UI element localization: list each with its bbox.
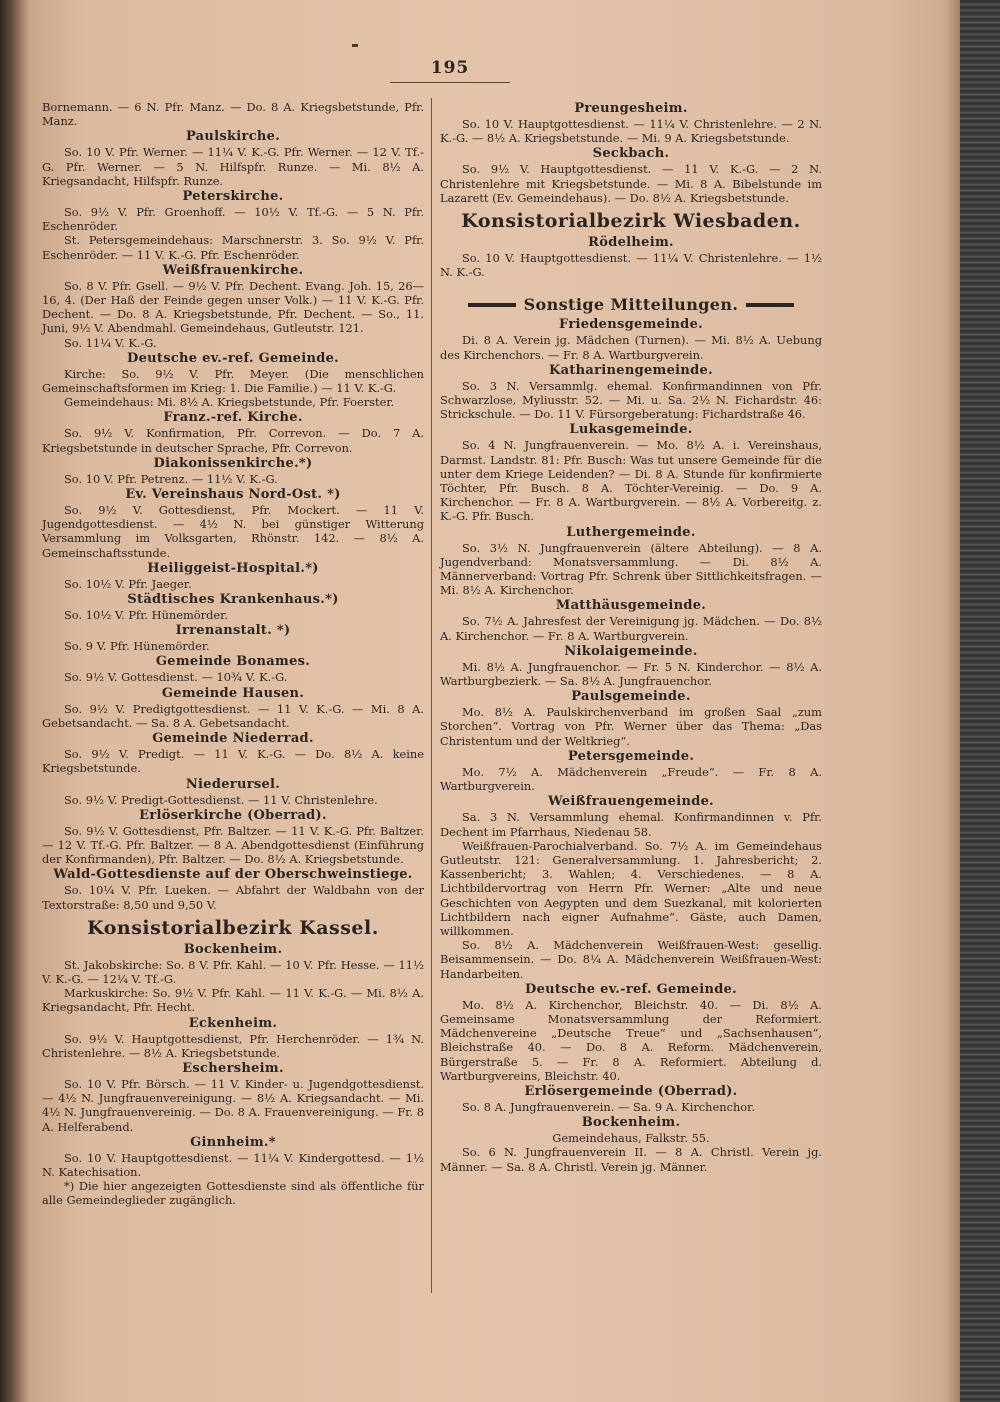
section-heading: Peterskirche. (182, 189, 284, 205)
heading-bar-right (746, 303, 794, 307)
section-heading: Weißfrauenkirche. (162, 262, 304, 278)
section-heading: Nikolaigemeinde. (564, 643, 698, 659)
section-heading: Gemeinde Niederrad. (152, 731, 314, 747)
district-heading: Konsistorialbezirk Wiesbaden. (461, 210, 801, 233)
section-heading: Deutsche ev.-ref. Gemeinde. (525, 981, 737, 997)
paragraph: Bornemann. — 6 N. Pfr. Manz. — Do. 8 A. Kriegsbetstunde, Pfr. Manz. (42, 100, 424, 129)
paragraph: So. 3 N. Versammlg. ehemal. Konfirmandinnen von Pfr. Schwarzlose, Myliusstr. 52. — Mi. u. Sa. 2½ N. Fichardstr. 46: Strickschule. — Do. 11 V. Fürsorgeberatung: Fichardstraße 46. (440, 378, 822, 422)
sonstige-heading-text: Sonstige Mitteilungen. (523, 295, 739, 315)
paragraph: Di. 8 A. Verein jg. Mädchen (Turnen). — Mi. 8½ A. Uebung des Kirchenchors. — Fr. 8 A. Wartburgverein. (440, 333, 822, 362)
page-number-rule (390, 82, 510, 83)
left-column (42, 100, 424, 1208)
right-column (440, 100, 822, 1174)
paragraph: Mo. 8½ A. Kirchenchor, Bleichstr. 40. — Di. 8½ A. Gemeinsame Monatsversammlung der Reformiert. Mädchenvereine „Deutsche Treue“ und „Sachsenhausen“, Bleichstraße 40. — Do. 8 A. Reform. Mädchenverein, Bürgerstraße 5. — Fr. 8 A. Reformiert. Abteilung d. Wartburgvereins, Bleichstr. 40. (440, 997, 822, 1083)
book-spine-left (0, 0, 30, 1402)
paragraph: St. Jakobskirche: So. 8 V. Pfr. Kahl. — 10 V. Pfr. Hesse. — 11½ V. K.-G. — 12¼ V. Tf.-G. (42, 957, 424, 986)
section-heading: Wald-Gottesdienste auf der Oberschweinstiege. (53, 867, 413, 883)
section-heading: Deutsche ev.-ref. Gemeinde. (127, 350, 339, 366)
paragraph: So. 9½ V. Pfr. Groenhoff. — 10½ V. Tf.-G. — 5 N. Pfr. Eschenröder. (42, 205, 424, 234)
section-heading: Paulsgemeinde. (571, 689, 691, 705)
paragraph: So. 9½ V. Predigtgottesdienst. — 11 V. K.-G. — Mi. 8 A. Gebetsandacht. — Sa. 8 A. Gebetsandacht. (42, 701, 424, 730)
section-heading: Weißfrauengemeinde. (547, 794, 715, 810)
paragraph: So. 4 N. Jungfrauenverein. — Mo. 8½ A. i. Vereinshaus, Darmst. Landstr. 81: Pfr. Busch: Was tut unsere Gemeinde für die unter dem Kriege Leidenden? — Di. 8 A. Stunde für konfirmierte Töchter, Pfr. Busch. 8 A. Töchter-Vereinig. — Do. 9 A. Kirchenchor. — Fr. 8 A. Wartburgverein. — 8½ A. Vorbereitg. z. K.-G. Pfr. Busch. (440, 438, 822, 524)
section-heading: Ev. Vereinshaus Nord-Ost. *) (125, 487, 341, 503)
paragraph: So. 10 V. Pfr. Petrenz. — 11½ V. K.-G. (64, 471, 278, 486)
section-heading: Rödelheim. (588, 235, 674, 251)
paragraph: So. 10 V. Hauptgottesdienst. — 11¼ V. Christenlehre. — 2 N. K.-G. — 8½ A. Kriegsbetstunde. — Mi. 9 A. Kriegsbetstunde. (440, 117, 822, 146)
sonstige-heading (440, 295, 822, 315)
paragraph: Mo. 8½ A. Paulskirchenverband im großen Saal „zum Storchen“. Vortrag von Pfr. Werner über das Thema: „Das Christentum und der Weltkrieg“. (440, 705, 822, 748)
paragraph: Markuskirche: So. 9½ V. Pfr. Kahl. — 11 V. K.-G. — Mi. 8½ A. Kriegsandacht, Pfr. Hecht. (42, 986, 424, 1015)
document-page (30, 0, 960, 1402)
paragraph: So. 10 V. Pfr. Börsch. — 11 V. Kinder- u. Jugendgottesdienst. — 4½ N. Jungfrauenvereinigung. — 8½ A. Kriegsandacht. — Mi. 4½ N. Jungfrauenvereinig. — Do. 8 A. Frauenvereinigung. — Fr. 8 A. Helferabend. (42, 1076, 424, 1134)
section-heading: Heiliggeist-Hospital.*) (147, 560, 319, 576)
column-divider (431, 98, 432, 1293)
paragraph: Mo. 7½ A. Mädchenverein „Freude“. — Fr. 8 A. Wartburgverein. (440, 764, 822, 794)
section-heading: Bockenheim. (581, 1115, 681, 1131)
paragraph: So. 9½ V. Gottesdienst. — 10¾ V. K.-G. (64, 670, 288, 685)
page-number: 195 (430, 58, 470, 78)
paragraph: So. 9½ V. Hauptgottesdienst. — 11 V. K.-G. — 2 N. Christenlehre mit Kriegsbetstunde. — Mi. 8 A. Bibelstunde im Lazarett (Ev. Gemeindehaus). — Do. 8½ A. Kriegsbetstunde. (440, 162, 822, 205)
section-heading: Lukasgemeinde. (569, 422, 693, 438)
paragraph: So. 9½ V. Gottesdienst, Pfr. Mockert. — 11 V. Jugendgottesdienst. — 4½ N. bei günstiger Witterung Versammlung im Volksgarten, Rhönstr. 142. — 8½ A. Gemeinschaftsstunde. (42, 503, 424, 560)
section-heading: Niederursel. (185, 776, 281, 792)
paragraph: So. 9 V. Pfr. Hünemörder. (64, 639, 210, 654)
paragraph: Gemeindehaus: Mi. 8½ A. Kriegsbetstunde, Pfr. Foerster. (64, 395, 395, 410)
section-heading: Matthäusgemeinde. (555, 598, 707, 614)
section-heading: Petersgemeinde. (567, 748, 695, 764)
paragraph: So. 10 V. Hauptgottesdienst. — 11¼ V. Christenlehre. — 1½ N. K.-G. (440, 251, 822, 280)
section-heading: Seckbach. (592, 146, 670, 162)
paragraph: So. 8 V. Pfr. Gsell. — 9½ V. Pfr. Dechent. Evang. Joh. 15, 26—16, 4. (Der Haß der Feinde gegen unser Volk.) — 11 V. K.-G. Pfr. Dechent. — Do. 8 A. Kriegsbetstunde, Pfr. Dechent. — So., 11. Juni, 9½ V. Abendmahl. Gemeindehaus, Gutleutstr. 121. (42, 278, 424, 336)
section-heading: Erlösergemeinde (Oberrad). (524, 1083, 738, 1099)
paragraph: So. 10½ V. Pfr. Hünemörder. (64, 608, 228, 623)
section-heading: Luthergemeinde. (566, 524, 696, 540)
paragraph: So. 8½ A. Mädchenverein Weißfrauen-West: gesellig. Beisammensein. — Do. 8¼ A. Mädchenverein Weißfrauen-West: Handarbeiten. (440, 938, 822, 981)
section-heading: Erlöserkirche (Oberrad). (139, 807, 327, 823)
paragraph: So. 9½ V. Konfirmation, Pfr. Correvon. — Do. 7 A. Kriegsbetstunde in deutscher Sprache, Pfr. Correvon. (42, 426, 424, 455)
print-mark (352, 44, 358, 47)
section-heading: Friedensgemeinde. (559, 317, 703, 333)
paragraph: So. 9½ V. Predigt-Gottesdienst. — 11 V. Christenlehre. (64, 792, 378, 807)
paragraph: So. 6 N. Jungfrauenverein II. — 8 A. Christl. Verein jg. Männer. — Sa. 8 A. Christl. Verein jg. Männer. (440, 1145, 822, 1174)
paragraph: Mi. 8½ A. Jungfrauenchor. — Fr. 5 N. Kinderchor. — 8½ A. Wartburgbezierk. — Sa. 8½ A. Jungfrauenchor. (440, 659, 822, 689)
paragraph: So. 11¼ V. K.-G. (64, 335, 157, 350)
section-heading: Gemeinde Bonames. (155, 654, 311, 670)
paragraph: So. 9½ V. Predigt. — 11 V. K.-G. — Do. 8½ A. keine Kriegsbetstunde. (42, 747, 424, 776)
section-heading: Bockenheim. (183, 941, 283, 957)
paragraph: Weißfrauen-Parochialverband. So. 7½ A. im Gemeindehaus Gutleutstr. 121: Generalversammlung. 1. Jahresbericht; 2. Kassenbericht; 3. Wahlen; 4. Verschiedenes. — 8 A. Lichtbildervortrag von Herrn Pfr. Werner: „Alte und neue Geschichten von Aegypten und dem Suezkanal, mit kolorierten Lichtbildern nach eigner Aufnahme“. Gäste, auch Damen, willkommen. (440, 838, 822, 938)
paragraph: Sa. 3 N. Versammlung ehemal. Konfirmandinnen v. Pfr. Dechent im Pfarrhaus, Niedenau 58. (440, 810, 822, 839)
paragraph: So. 10 V. Hauptgottesdienst. — 11¼ V. Kindergottesd. — 1½ N. Katechisation. (42, 1150, 424, 1179)
section-heading: Städtisches Krankenhaus.*) (127, 592, 339, 608)
heading-bar-left (468, 303, 516, 307)
paragraph: So. 9½ V. Gottesdienst, Pfr. Baltzer. — 11 V. K.-G. Pfr. Baltzer. — 12 V. Tf.-G. Pfr. Baltzer. — 8 A. Abendgottesdienst (Einführung der Konfirmanden), Pfr. Baltzer. — Do. 8½ A. Kriegsbetstunde. (42, 823, 424, 867)
section-heading: Preungesheim. (574, 101, 688, 116)
section-heading: Paulskirche. (185, 129, 281, 145)
paragraph: So. 10¼ V. Pfr. Lueken. — Abfahrt der Waldbahn von der Textorstraße: 8,50 und 9,50 V. (42, 883, 424, 912)
centered-line: Gemeindehaus, Falkstr. 55. (552, 1131, 710, 1146)
section-heading: Eckenheim. (188, 1015, 278, 1031)
section-heading: Gemeinde Hausen. (161, 685, 305, 701)
paragraph: So. 9½ V. Hauptgottesdienst, Pfr. Herchenröder. — 1¾ N. Christenlehre. — 8½ A. Kriegsbetstunde. (42, 1031, 424, 1060)
paragraph: So. 10 V. Pfr. Werner. — 11¼ V. K.-G. Pfr. Werner. — 12 V. Tf.-G. Pfr. Werner. — 5 N. Hilfspfr. Runze. — Mi. 8½ A. Kriegsandacht, Hilfspfr. Runze. (42, 145, 424, 188)
section-heading: Eschersheim. (182, 1060, 284, 1076)
paragraph: So. 10½ V. Pfr. Jaeger. (64, 576, 192, 591)
paragraph: *) Die hier angezeigten Gottesdienste sind als öffentliche für alle Gemeindeglieder zugänglich. (42, 1179, 424, 1208)
page-edge-shade (946, 0, 960, 1402)
section-heading: Ginnheim.* (190, 1134, 276, 1150)
section-heading: Irrenanstalt. *) (175, 623, 291, 639)
section-heading: Katharinengemeinde. (549, 362, 713, 378)
paragraph: So. 8 A. Jungfrauenverein. — Sa. 9 A. Kirchenchor. (462, 1099, 755, 1114)
section-heading: Franz.-ref. Kirche. (163, 410, 303, 426)
paragraph: St. Petersgemeindehaus: Marschnerstr. 3. So. 9½ V. Pfr. Eschenröder. — 11 V. K.-G. Pfr. Eschenröder. (42, 233, 424, 262)
district-heading: Konsistorialbezirk Kassel. (87, 916, 379, 939)
paragraph: Kirche: So. 9½ V. Pfr. Meyer. (Die menschlichen Gemeinschaftsformen im Krieg: 1. Die Familie.) — 11 V. K.-G. (42, 366, 424, 396)
book-edge-right (960, 0, 1000, 1402)
paragraph: So. 3½ N. Jungfrauenverein (ältere Abteilung). — 8 A. Jugendverband: Monatsversammlung. — Di. 8½ A. Männerverband: Vortrag Pfr. Schrenk über Sittlichkeitsfragen. — Mi. 8½ A. Kirchenchor. (440, 540, 822, 598)
paragraph: So. 7½ A. Jahresfest der Vereinigung jg. Mädchen. — Do. 8½ A. Kirchenchor. — Fr. 8 A. Wartburgverein. (440, 614, 822, 643)
section-heading: Diakonissenkirche.*) (153, 455, 313, 471)
